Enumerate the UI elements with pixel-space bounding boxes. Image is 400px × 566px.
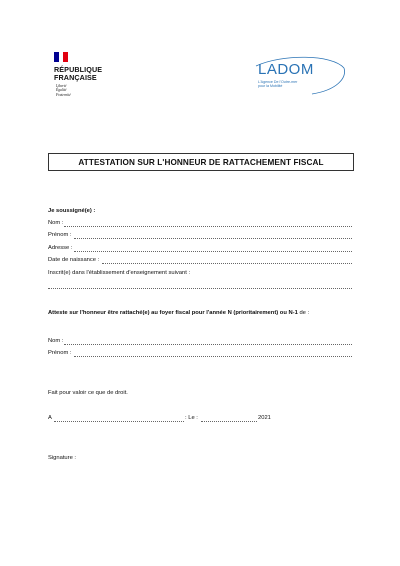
republique-francaise-logo: RÉPUBLIQUE FRANÇAISE xyxy=(54,65,103,82)
ladom-logo: LADOM xyxy=(258,61,314,78)
intro-label: Je soussigné(e) : xyxy=(48,208,96,214)
field-label: Prénom : xyxy=(48,232,72,238)
fill-line xyxy=(74,251,352,252)
place-date-line xyxy=(48,415,288,423)
statement xyxy=(48,310,309,317)
fill-line xyxy=(64,226,352,227)
fill-line xyxy=(64,344,352,345)
statement-suffix: de : xyxy=(299,310,310,316)
place-fill-line[interactable] xyxy=(54,421,184,422)
fait-text: Fait pour valoir ce que de droit. xyxy=(48,390,128,396)
date-fill-line[interactable] xyxy=(201,421,257,422)
date-label: : Le : xyxy=(185,415,198,421)
field-label: Adresse : xyxy=(48,245,73,251)
field-label: Nom : xyxy=(48,338,64,344)
place-prefix: A xyxy=(48,415,52,421)
field-label: Prénom : xyxy=(48,350,72,356)
field-label: Date de naissance : xyxy=(48,257,100,263)
year: 2021 xyxy=(258,415,271,421)
france-flag-icon xyxy=(54,52,68,62)
ladom-tagline: L'Agence De l'Outre-mer pour la Mobilité xyxy=(258,80,298,89)
school-fill-line[interactable] xyxy=(48,288,352,289)
fill-line xyxy=(74,356,352,357)
fill-line xyxy=(74,238,352,239)
school-label: Inscrit(e) dans l'établissement d'enseignement suivant : xyxy=(48,270,191,276)
document-title: ATTESTATION SUR L'HONNEUR DE RATTACHEMENT FISCAL xyxy=(78,157,324,167)
republic-motto: Liberté Égalité Fraternité xyxy=(56,84,71,97)
document-title-box xyxy=(48,153,354,171)
signature-label: Signature : xyxy=(48,455,77,461)
fill-line xyxy=(102,263,352,264)
field-label: Nom : xyxy=(48,220,64,226)
statement-bold: Atteste sur l'honneur être rattaché(e) au foyer fiscal pour l'année N (prioritairement) ou N-1 xyxy=(48,310,298,316)
